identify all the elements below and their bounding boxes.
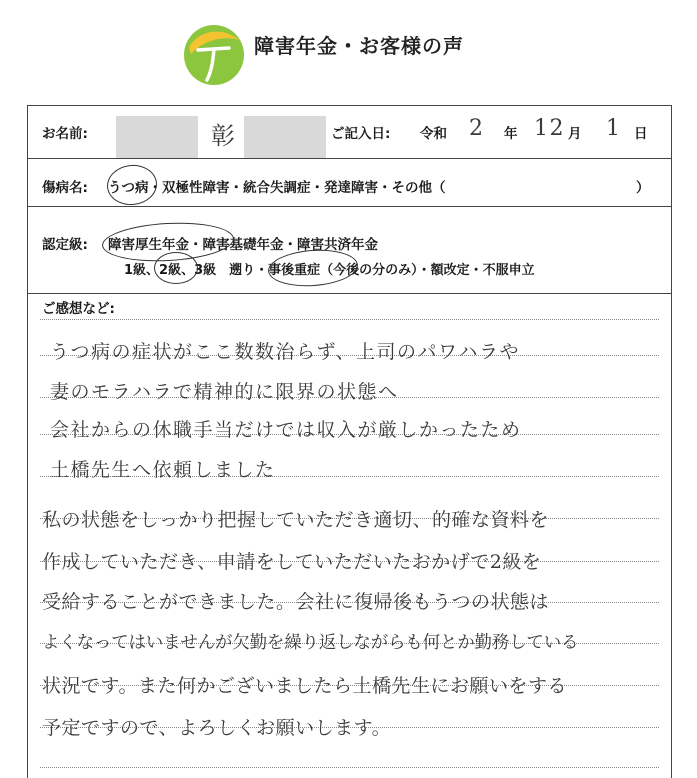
comment-rule <box>40 319 659 320</box>
name-label: お名前: <box>42 126 88 142</box>
illness-options: うつ病・双極性障害・統合失調症・発達障害・その他（ <box>108 180 446 196</box>
year-value: 2 <box>469 116 485 141</box>
date-label: ご記入日: <box>331 126 391 142</box>
grade-row <box>28 206 671 294</box>
year-label: 年 <box>504 126 518 142</box>
comment-line-3: 会社からの休職手当だけでは収入が厳しかったため <box>50 419 522 441</box>
grade-label: 認定級: <box>42 237 88 253</box>
illness-row <box>28 158 671 207</box>
comment-line-10: 予定ですので、よろしくお願いします。 <box>42 717 392 739</box>
name-redaction-2 <box>244 116 326 158</box>
day-value: 1 <box>606 116 622 141</box>
comment-line-9: 状況です。また何かございましたら土橋先生にお願いをする <box>42 675 567 697</box>
voice-form <box>27 105 672 778</box>
comment-line-8: よくなってはいませんが欠勤を繰り返しながらも何とか勤務している <box>42 633 579 653</box>
name-date-row <box>28 106 671 159</box>
name-written: 彰 <box>211 122 237 150</box>
comment-line-1: うつ病の症状がここ数数治らず、上司のパワハラや <box>50 341 520 363</box>
pension-types: 障害厚生年金・障害基礎年金・障害共済年金 <box>108 237 378 253</box>
comment-rule <box>40 767 659 768</box>
day-label: 日 <box>634 126 648 142</box>
comments-section <box>28 293 671 778</box>
logo-icon <box>183 24 245 86</box>
comment-line-7: 受給することができました。会社に復帰後もうつの状態は <box>42 591 550 613</box>
comments-label: ご感想など: <box>42 301 115 317</box>
month-label: 月 <box>568 126 582 142</box>
comment-line-4: 土橋先生へ依頼しました <box>50 459 276 481</box>
comment-line-6: 作成していただき、申請をしていただいたおかげで2級を <box>42 551 542 573</box>
name-redaction-1 <box>116 116 198 158</box>
era-label: 令和 <box>420 126 447 142</box>
illness-close-paren: ） <box>636 180 650 196</box>
page-header <box>0 0 697 100</box>
comment-line-5: 私の状態をしっかり把握していただき適切、的確な資料を <box>42 509 550 531</box>
page-title: 障害年金・お客様の声 <box>254 34 464 58</box>
grade-options: 1級、2級、3級 遡り・事後重症（今後の分のみ）・額改定・不服申立 <box>124 263 535 278</box>
comment-line-2: 妻のモラハラで精神的に限界の状態へ <box>50 381 399 403</box>
month-value: 12 <box>534 116 565 141</box>
illness-label: 傷病名: <box>42 180 88 196</box>
